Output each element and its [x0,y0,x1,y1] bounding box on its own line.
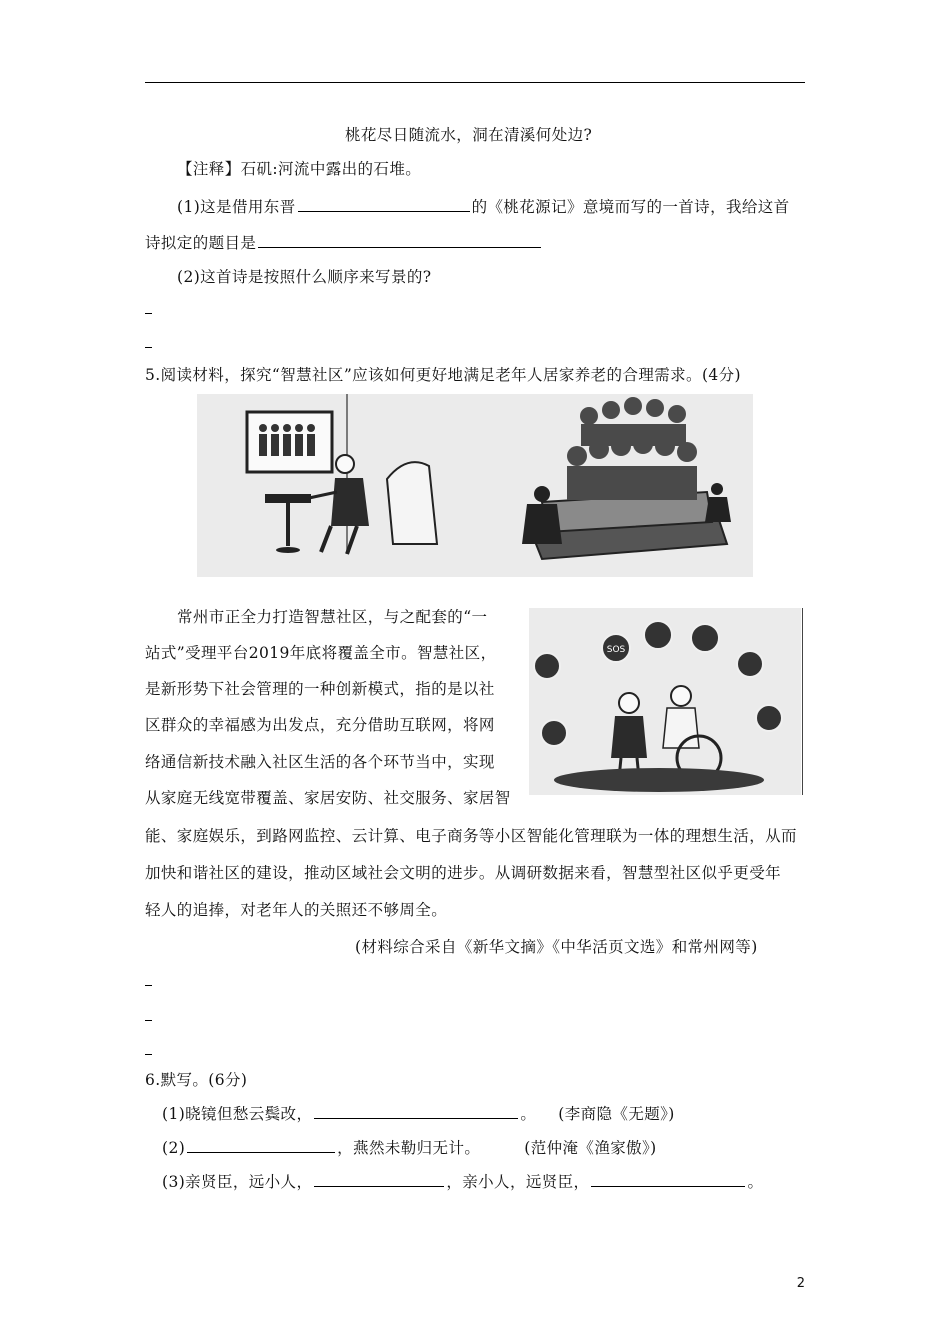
figure-border-line [802,608,803,795]
service-icons [534,621,782,746]
item-1-period: 。 [520,1105,537,1123]
shopping-icon [541,720,567,746]
smart-community-figure [529,608,801,795]
smart-community-illustration [529,608,801,795]
crowded-sedan-chair [522,397,731,559]
item-3-period: 。 [747,1173,764,1191]
paragraph-line-1: 常州市正全力打造智慧社区，与之配套的“一 [177,608,488,626]
phone-icon [534,653,560,679]
paragraph-line-9: 轻人的追捧，对老年人的关照还不够周全。 [145,901,448,919]
answer-blank[interactable] [258,233,541,248]
q4-1-text-b: 的《桃花源记》意境而写的一首诗，我给这首 [471,198,790,216]
answer-blank[interactable] [591,1172,745,1187]
answer-line[interactable] [145,347,152,348]
recitation-item-1 [162,1104,675,1123]
paragraph-line-6: 从家庭无线宽带覆盖、家居安防、社交服务、家居智 [145,789,511,807]
q4-1-text-a: (1)这是借用东晋 [177,198,296,216]
answer-blank[interactable] [314,1104,518,1119]
item-2-source: (范仲淹《渔家傲》) [524,1139,657,1157]
header-rule [145,82,805,83]
recitation-item-2 [162,1138,657,1157]
answer-line[interactable] [145,1054,152,1055]
paragraph-line-4: 区群众的幸福感为出发点，充分借助互联网，将网 [145,716,495,734]
medal-icon [756,705,782,731]
question-4-1 [177,197,790,216]
paragraph-line-2: 站式”受理平台2019年底将覆盖全市。智慧社区， [145,644,497,662]
answer-blank[interactable] [314,1172,444,1187]
item-2-text: ，燕然未勒归无计。 [337,1139,481,1157]
tools-icon [644,621,672,649]
paragraph-line-3: 是新形势下社会管理的一种创新模式，指的是以社 [145,680,495,698]
page-number: 2 [796,1276,805,1291]
answer-line[interactable] [145,985,152,986]
document-icon [737,651,763,677]
kneeling-bearer [522,486,562,544]
q4-1-text-c: 诗拟定的题目是 [145,234,257,252]
item-3-text-b: ，亲小人，远贤臣， [446,1173,590,1191]
question-4-1-cont [145,233,543,252]
question-5-title: 5.阅读材料，探究“智慧社区”应该如何更好地满足老年人居家养老的合理需求。(4分) [145,366,741,384]
paragraph-line-7: 能、家庭娱乐，到路网监控、云计算、电子商务等小区智能化管理联为一体的理想生活，从而 [145,827,797,845]
item-3-text-a: (3)亲贤臣，远小人， [162,1173,313,1191]
item-1-source: (李商隐《无题》) [558,1105,675,1123]
telephone-table [265,494,311,553]
paragraph-line-8: 加快和谐社区的建设，推动区域社会文明的进步。从调研数据来看，智慧型社区似乎更受年 [145,864,782,882]
cartoon-figure [197,394,753,577]
paragraph-line-5: 络通信新技术融入社区生活的各个环节当中，实现 [145,753,495,771]
material-source: (材料综合采自《新华文摘》《中华活页文选》和常州网等) [355,938,758,956]
elderly-couple [611,686,721,780]
sos-icon-label: SOS [606,645,626,655]
answer-blank[interactable] [298,197,470,212]
small-bearer [705,483,731,522]
answer-line[interactable] [145,1020,152,1021]
item-1-text: (1)晓镜但愁云鬓改， [162,1105,313,1123]
answer-line[interactable] [145,313,152,314]
question-6-title: 6.默写。(6分) [145,1071,248,1089]
poem-note: 【注释】石矶:河流中露出的石堆。 [177,160,422,178]
item-2-number: (2) [162,1139,186,1157]
answer-blank[interactable] [187,1138,335,1153]
cartoon-illustration [197,394,753,577]
doctor-icon [691,624,719,652]
poem-last-line: 桃花尽日随流水，洞在清溪何处边? [345,126,593,144]
question-4-2: (2)这首诗是按照什么顺序来写景的? [177,268,432,286]
recitation-item-3 [162,1172,763,1191]
